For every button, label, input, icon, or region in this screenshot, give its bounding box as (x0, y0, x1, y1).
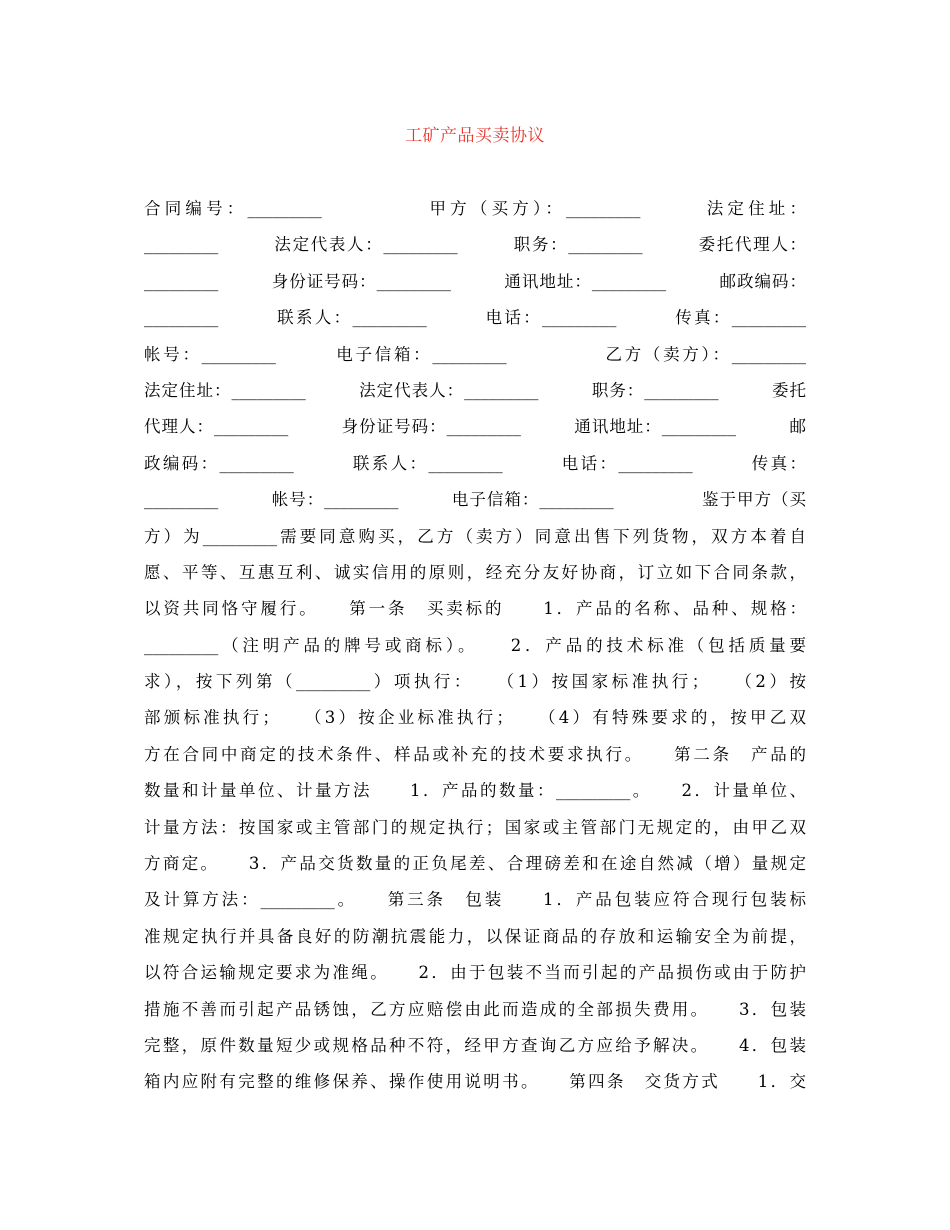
document-line: 完整，原件数量短少或规格品种不符，经甲方查询乙方应给予解决。 4．包装 (144, 1035, 806, 1055)
document-line: _________ 联系人：_________ 电话：_________ 传真：_________ (144, 308, 806, 328)
document-body (144, 191, 806, 1101)
document-line: 代理人：_________ 身份证号码：_________ 通讯地址：_________ 邮 (144, 417, 806, 437)
document-line: 计量方法：按国家或主管部门的规定执行；国家或主管部门无规定的，由甲乙双 (144, 817, 806, 837)
document-line: 法定住址：_________ 法定代表人：_________ 职务：_________ 委托 (144, 380, 806, 400)
document-line: 愿、平等、互惠互利、诚实信用的原则，经充分友好协商，订立如下合同条款， (144, 562, 806, 582)
document-line: 以符合运输规定要求为准绳。 2．由于包装不当而引起的产品损伤或由于防护 (144, 963, 806, 983)
document-line: 方）为_________需要同意购买，乙方（卖方）同意出售下列货物，双方本着自 (144, 526, 806, 546)
document-title: 工矿产品买卖协议 (405, 126, 545, 146)
document-line: 及计算方法：_________。 第三条 包装 1．产品包装应符合现行包装标 (144, 890, 806, 910)
document-line: 部颁标准执行； （3）按企业标准执行； （4）有特殊要求的，按甲乙双 (144, 708, 806, 728)
document-line: _________ 帐号：_________ 电子信箱：_________ 鉴于甲方（买 (144, 490, 806, 510)
document-line: 措施不善而引起产品锈蚀，乙方应赔偿由此而造成的全部损失费用。 3．包装 (144, 999, 806, 1019)
document-line: 帐号：_________ 电子信箱：_________ 乙方（卖方）：_________ (144, 344, 806, 364)
document-line: 求），按下列第（_________）项执行： （1）按国家标准执行； （2）按 (144, 672, 806, 692)
document-line: 箱内应附有完整的维修保养、操作使用说明书。 第四条 交货方式 1．交 (144, 1072, 806, 1092)
document-line: _________ 身份证号码：_________ 通讯地址：_________ 邮政编码： (144, 271, 806, 291)
document-line: 方商定。 3．产品交货数量的正负尾差、合理磅差和在途自然减（增）量规定 (144, 854, 806, 874)
document-line: 以资共同恪守履行。 第一条 买卖标的 1．产品的名称、品种、规格： (144, 599, 806, 619)
document-line: 数量和计量单位、计量方法 1．产品的数量：_________。 2．计量单位、 (144, 781, 806, 801)
document-line: 合同编号：_________ 甲方（买方）：_________ 法定住址： (144, 199, 806, 218)
document-line: _________ 法定代表人：_________ 职务：_________ 委托代理人： (144, 235, 806, 255)
document-line: 方在合同中商定的技术条件、样品或补充的技术要求执行。 第二条 产品的 (144, 744, 806, 764)
document-line: _________（注明产品的牌号或商标）。 2．产品的技术标准（包括质量要 (144, 635, 806, 655)
document-line: 准规定执行并具备良好的防潮抗震能力，以保证商品的存放和运输安全为前提， (144, 926, 806, 946)
document-line: 政编码：_________ 联系人：_________ 电话：_________ 传真： (144, 453, 806, 473)
